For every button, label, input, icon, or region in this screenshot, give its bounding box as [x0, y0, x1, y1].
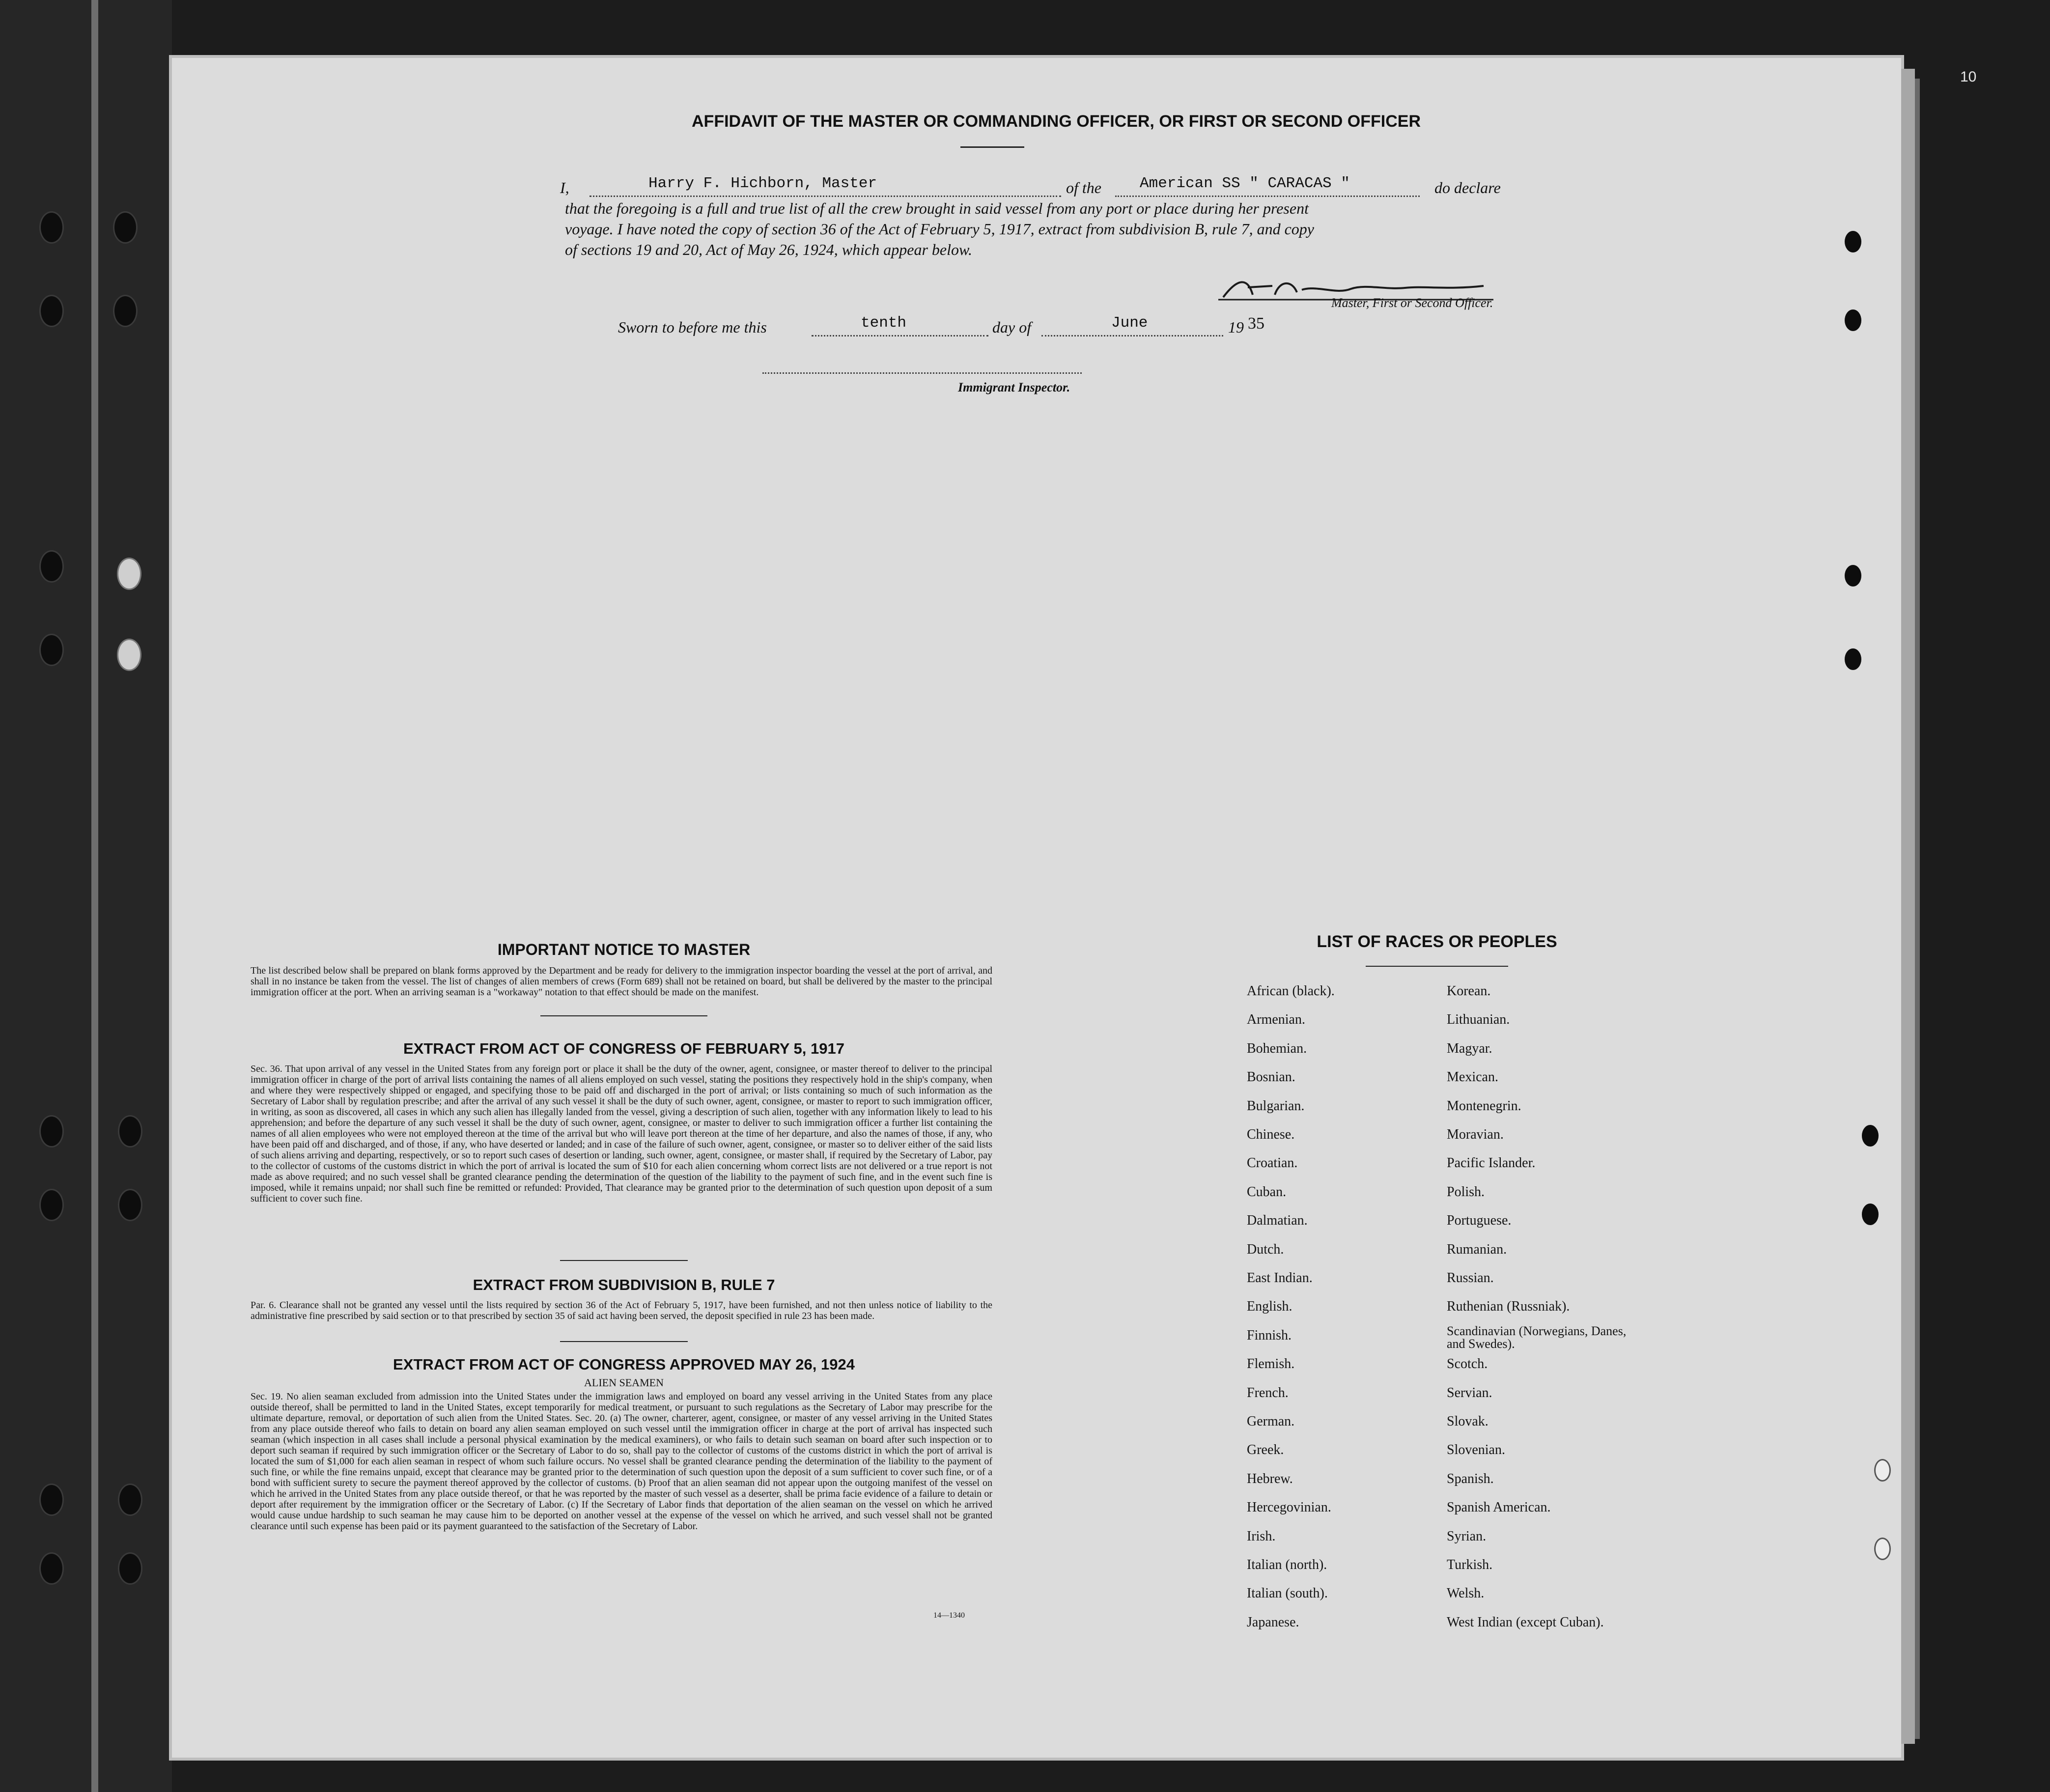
- extract-1917-title: EXTRACT FROM ACT OF CONGRESS OF FEBRUARY 5, 1917: [403, 1040, 844, 1057]
- race-item-right: Scotch.: [1447, 1356, 1488, 1372]
- binder-hole: [39, 1115, 64, 1148]
- day-of-label: day of: [992, 318, 1032, 336]
- punch-hole: [1874, 1538, 1891, 1560]
- race-item-left: Bohemian.: [1247, 1041, 1307, 1056]
- race-item-right: Turkish.: [1447, 1557, 1493, 1572]
- sworn-label: Sworn to before me this: [618, 318, 767, 336]
- margin-note: 10: [1960, 69, 1977, 85]
- race-item-right: Scandinavian (Norwegians, Danes, and Swedes).: [1447, 1324, 1627, 1351]
- race-item-right: Montenegrin.: [1447, 1098, 1521, 1114]
- race-item-right: Mexican.: [1447, 1069, 1498, 1085]
- extract-1924-text: Sec. 19. No alien seaman excluded from admission into the United States under the immigration laws and employed on board any vessel arriving in the United States from any place outside thereof, shall be permitted to land in the United States, except temporarily for medical treatment, or pursuant to such regulations as the Secretary of Labor may prescribe for the ultimate departure, removal, or deportation of such alien from the United States. Sec. 20. (a) The owner, charterer, agent, consignee, or master of any vessel arriving in the United States from any place outside thereof who fails to detain on board any alien seaman employed on such vessel until the immigration officer in charge at the port of arrival has inspected such seaman (which inspection in all cases shall include a personal physical examination by the medical examiners), or who fails to detain such seaman on board after such inspection or to deport such seaman if required by such immigration officer or the Secretary of Labor to do so, shall pay to the collector of customs of the customs district in which the port of arrival is located the sum of $1,000 for each alien seaman in respect of whom such failure occurs. No vessel shall be granted clearance pending the determination of the liability to the payment of such fine, or while the fine remains unpaid, except that clearance may be granted prior to the determination of such question upon the deposit of a sum sufficient to cover such fine, or of a bond with sufficient surety to secure the payment thereof approved by the collector of customs. (b) Proof that an alien seaman did not appear upon the outgoing manifest of the vessel on which he arrived in the United States from any place outside thereof, or that he was reported by the master of such vessel as a deserter, shall be prima facie evidence of a failure to detain or deport after requirement by the immigration officer or the Secretary of Labor. (c) If the Secretary of Labor finds that deportation of the alien seaman on the vessel on which he arrived would cause undue hardship to such seaman he may cause him to be deported on another vessel at the expense of the vessel on which he arrived, and such vessel shall not be granted clearance until such expense has been paid or its payment guaranteed to the satisfaction of the Secretary of Labor.: [251, 1391, 992, 1532]
- page-edge: [1901, 69, 1915, 1744]
- race-item-left: Dalmatian.: [1247, 1213, 1308, 1228]
- affidavit-line-4: of sections 19 and 20, Act of May 26, 1924, which appear below.: [565, 241, 972, 258]
- sworn-day: tenth: [861, 314, 907, 332]
- race-item-right: Rumanian.: [1447, 1242, 1507, 1257]
- punch-hole: [1845, 309, 1861, 331]
- race-item-left: Armenian.: [1247, 1012, 1305, 1027]
- race-item-right: Syrian.: [1447, 1529, 1487, 1544]
- race-item-left: Cuban.: [1247, 1184, 1287, 1200]
- affidavit-line-2: that the foregoing is a full and true list of all the crew brought in said vessel from any port or place during her present: [565, 199, 1309, 217]
- extract-1917-text: Sec. 36. That upon arrival of any vessel in the United States from any foreign port or place it shall be the duty of the owner, agent, consignee, or master thereof to deliver to the principal immigration officer in charge of the port of arrival lists containing the names of all aliens employed on such vessel, stating the positions they respectively hold in the ship's company, when and where they were respectively shipped or engaged, and specifying those to be paid off and discharged in the port of arrival; or lists containing so much of such information as the Secretary of Labor shall by regulation prescribe; and after the arrival of any such vessel it shall be the duty of such owner, agent, consignee, or master to report to such immigration officer, in writing, as soon as discovered, all cases in which any such alien has illegally landed from the vessel, giving a description of such alien, together with any information likely to lead to his apprehension; and before the departure of any such vessel it shall be the duty of such owner, agent, consignee, or master to deliver to such immigration officer a further list containing the names of all alien employees who were not employed thereon at the time of the arrival but who will leave port thereon at the time of her departure, and also the names of those, if any, who have been paid off and discharged, and of those, if any, who have deserted or landed; and in case of the failure of such owner, agent, consignee, or master so to deliver either of the said lists of such aliens arriving and departing, respectively, or so to report such cases of desertion or landing, such owner, agent, consignee, or master shall, if required by the Secretary of Labor, pay to the collector of customs of the customs district in which the port of arrival is located the sum of $10 for each alien concerning whom correct lists are not delivered or a true report is not made as above required; and no such vessel shall be granted clearance pending the determination of the question of the liability to the payment of such fine, and in the event such fine is imposed, while it remains unpaid; nor shall such fine be remitted or refunded: Provided, That clearance may be granted prior to the determination of such question upon deposit of a sum sufficient to cover such fine.: [251, 1064, 992, 1204]
- race-item-right: Magyar.: [1447, 1041, 1492, 1056]
- form-number: 14—1340: [933, 1611, 965, 1620]
- race-item-right: Spanish American.: [1447, 1500, 1551, 1515]
- extract-rule7-rule: [560, 1341, 688, 1342]
- notice-text: The list described below shall be prepared on blank forms approved by the Department and be ready for delivery to the immigration inspector boarding the vessel at the port of arrival, and shall in no instance be taken from the vessel. The list of changes of alien members of crews (Form 689) shall not be retained on board, but shall be delivered by the master to the principal immigration officer at the port. When an arriving seaman is a "workaway" notation to that effect should be made on the manifest.: [251, 965, 992, 998]
- vessel-line: [1115, 196, 1420, 197]
- extract-1917-rule: [560, 1260, 688, 1261]
- race-item-right: Russian.: [1447, 1270, 1494, 1286]
- race-item-right: Servian.: [1447, 1385, 1492, 1400]
- race-item-right: Lithuanian.: [1447, 1012, 1510, 1027]
- race-item-right: West Indian (except Cuban).: [1447, 1615, 1604, 1630]
- extract-rule7-title: EXTRACT FROM SUBDIVISION B, RULE 7: [473, 1276, 775, 1293]
- punch-hole: [1862, 1125, 1879, 1147]
- year-prefix: 19: [1228, 318, 1244, 336]
- race-item-left: Hebrew.: [1247, 1471, 1293, 1486]
- binder-hole: [113, 211, 138, 244]
- race-item-right: Slovenian.: [1447, 1442, 1505, 1457]
- race-item-right: Polish.: [1447, 1184, 1485, 1200]
- race-item-left: English.: [1247, 1299, 1292, 1314]
- races-title: LIST OF RACES OR PEOPLES: [1317, 932, 1557, 951]
- race-item-right: Ruthenian (Russniak).: [1447, 1299, 1570, 1314]
- race-item-left: Bosnian.: [1247, 1069, 1295, 1085]
- month-line: [1041, 335, 1223, 336]
- race-item-right: Spanish.: [1447, 1471, 1494, 1486]
- day-line: [812, 335, 988, 336]
- notice-rule: [540, 1015, 707, 1016]
- race-item-left: Flemish.: [1247, 1356, 1295, 1372]
- punch-hole: [1845, 565, 1861, 587]
- race-item-left: Croatian.: [1247, 1155, 1298, 1171]
- race-item-left: German.: [1247, 1414, 1295, 1429]
- punch-hole: [1874, 1459, 1891, 1482]
- race-item-left: Bulgarian.: [1247, 1098, 1305, 1114]
- title-rule: [960, 146, 1024, 148]
- race-item-left: French.: [1247, 1385, 1289, 1400]
- race-item-left: African (black).: [1247, 983, 1335, 999]
- binder-hole: [118, 1189, 142, 1221]
- race-item-right: Slovak.: [1447, 1414, 1488, 1429]
- affidavit-line-3: voyage. I have noted the copy of section 36 of the Act of February 5, 1917, extract from subdivision B, rule 7, and copy: [565, 220, 1314, 238]
- inspector-line: [762, 372, 1082, 374]
- race-item-left: Italian (north).: [1247, 1557, 1327, 1572]
- do-declare-label: do declare: [1434, 179, 1501, 196]
- race-item-right: Portuguese.: [1447, 1213, 1512, 1228]
- binder-hole: [118, 1484, 142, 1516]
- binder-hole: [39, 1189, 64, 1221]
- race-item-right: Welsh.: [1447, 1586, 1485, 1601]
- declarant-name: Harry F. Hichborn, Master: [648, 175, 877, 192]
- signature-title: Master, First or Second Officer.: [1331, 296, 1493, 310]
- affidavit-title: AFFIDAVIT OF THE MASTER OR COMMANDING OFFICER, OR FIRST OR SECOND OFFICER: [692, 112, 1421, 131]
- sworn-month: June: [1111, 314, 1148, 332]
- race-item-right: Korean.: [1447, 983, 1491, 999]
- notice-title: IMPORTANT NOTICE TO MASTER: [497, 941, 751, 958]
- race-item-left: Finnish.: [1247, 1328, 1292, 1343]
- binder-hole: [117, 639, 141, 671]
- vessel-name: American SS " CARACAS ": [1140, 175, 1350, 192]
- declarant-line: [590, 196, 1061, 197]
- alien-seamen-subtitle: ALIEN SEAMEN: [584, 1376, 664, 1389]
- race-item-left: Greek.: [1247, 1442, 1284, 1457]
- race-item-left: Irish.: [1247, 1529, 1276, 1544]
- punch-hole: [1845, 231, 1861, 252]
- binder-hole: [117, 558, 141, 590]
- binder-hole: [39, 1484, 64, 1516]
- race-item-left: Dutch.: [1247, 1242, 1284, 1257]
- binder-hole: [39, 295, 64, 327]
- binder-hole: [39, 211, 64, 244]
- race-item-left: Hercegovinian.: [1247, 1500, 1331, 1515]
- binder-hole: [39, 634, 64, 666]
- binder-hole: [113, 295, 138, 327]
- race-item-left: Chinese.: [1247, 1127, 1295, 1142]
- binder-hole: [118, 1552, 142, 1585]
- race-item-right: Pacific Islander.: [1447, 1155, 1536, 1171]
- race-item-right: Moravian.: [1447, 1127, 1504, 1142]
- of-the-label: of the: [1066, 179, 1101, 196]
- binder-edge: [91, 0, 98, 1792]
- extract-1924-title: EXTRACT FROM ACT OF CONGRESS APPROVED MAY 26, 1924: [393, 1356, 855, 1373]
- race-item-left: East Indian.: [1247, 1270, 1313, 1286]
- extract-rule7-text: Par. 6. Clearance shall not be granted any vessel until the lists required by section 36 of the Act of February 5, 1917, have been furnished, and not then unless notice of liability to the administrative fine prescribed by said section or to that prescribed by section 35 of said act having been served, the deposit specified in rule 23 has been made.: [251, 1300, 992, 1321]
- binder-hole: [118, 1115, 142, 1148]
- year-suffix: 35: [1248, 314, 1264, 333]
- race-item-left: Italian (south).: [1247, 1586, 1328, 1601]
- i-label: I,: [560, 179, 569, 196]
- inspector-label: Immigrant Inspector.: [958, 380, 1070, 394]
- binder-hole: [39, 1552, 64, 1585]
- page-edge: [1915, 79, 1920, 1739]
- binder-strip: [0, 0, 172, 1792]
- punch-hole: [1862, 1204, 1879, 1225]
- races-rule: [1366, 966, 1508, 967]
- punch-hole: [1845, 648, 1861, 670]
- race-item-left: Japanese.: [1247, 1615, 1299, 1630]
- binder-hole: [39, 550, 64, 583]
